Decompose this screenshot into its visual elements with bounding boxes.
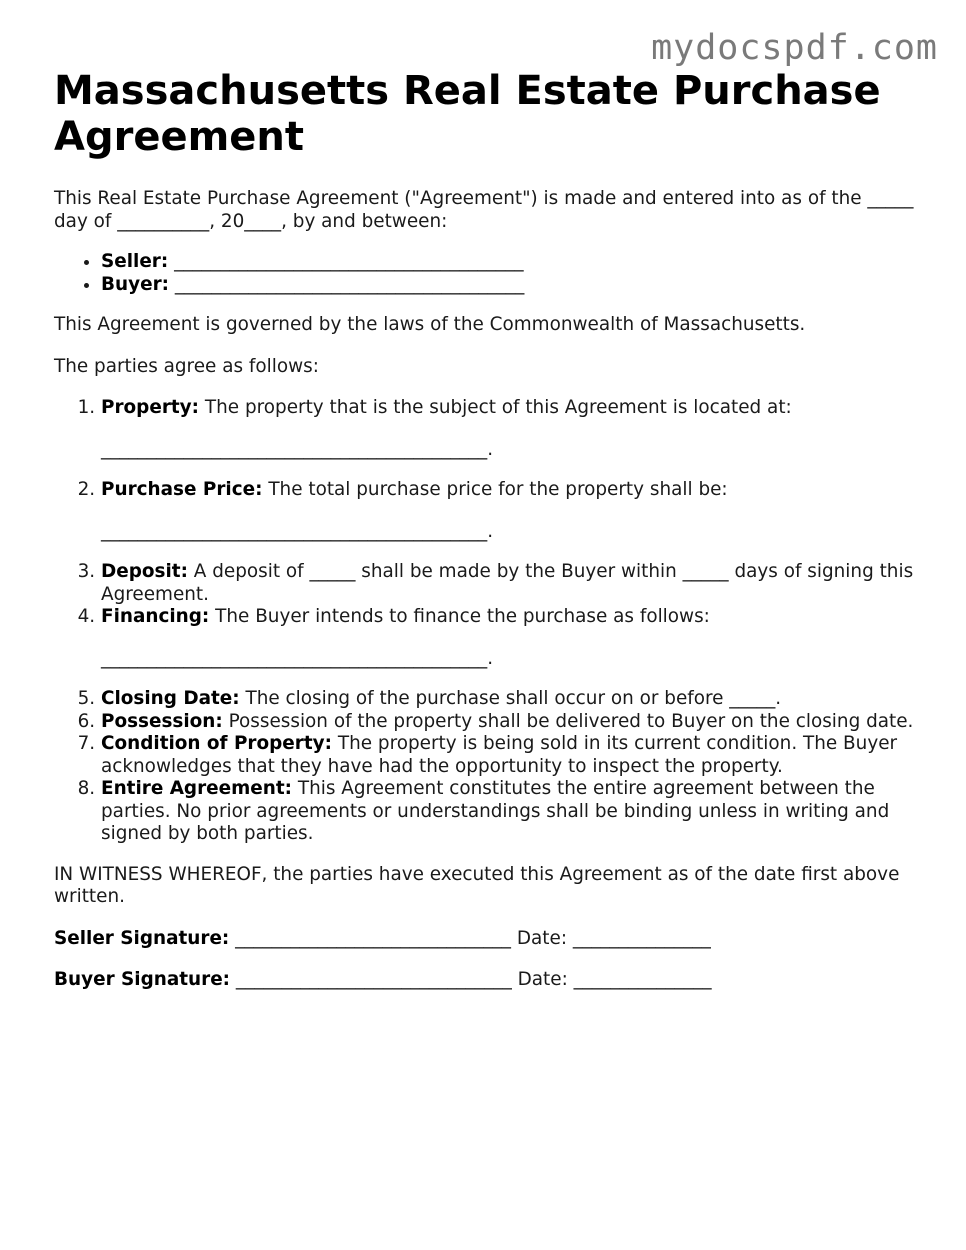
intro-paragraph: This Real Estate Purchase Agreement ("Agreement") is made and entered into as of the _____ day of __________, 20____, by and between: (54, 188, 914, 232)
term-possession (101, 711, 914, 734)
agree-intro: The parties agree as follows: (54, 355, 319, 377)
party-seller (101, 251, 914, 274)
term-entire-agreement (101, 778, 914, 846)
term-text: The Buyer intends to finance the purchase as follows: (215, 606, 710, 627)
term-property (101, 397, 914, 461)
term-text: This Agreement constitutes the entire agreement between the parties. No prior agreements or understandings shall be binding unless in writing and signed by both parties. (101, 778, 890, 844)
terms-list (54, 397, 914, 846)
seller-signature-line (54, 928, 914, 951)
term-label: Property: (101, 397, 200, 418)
document-page (54, 68, 914, 992)
term-purchase-price (101, 479, 914, 543)
signature-label: Seller Signature: (54, 927, 230, 949)
governing-law-paragraph: This Agreement is governed by the laws of the Commonwealth of Massachusetts. (54, 314, 806, 335)
term-text: The total purchase price for the property shall be: (268, 479, 728, 500)
party-buyer (101, 274, 914, 297)
signature-label: Buyer Signature: (54, 969, 231, 990)
term-closing-date (101, 688, 914, 711)
date-label: Date: (517, 969, 568, 990)
term-text: The closing of the purchase shall occur on or before _____. (245, 688, 782, 709)
date-label: Date: (516, 927, 568, 949)
parties-list (54, 251, 914, 296)
term-text: A deposit of _____ shall be made by the Buyer within _____ days of signing this Agreement. (101, 561, 914, 605)
term-label: Financing: (101, 606, 210, 627)
witness-paragraph: IN WITNESS WHEREOF, the parties have executed this Agreement as of the date first above written. (54, 863, 900, 907)
party-label: Seller: (101, 251, 169, 272)
signature-blank: ______________________________ (235, 969, 512, 990)
party-blank: ______________________________________ (174, 251, 524, 272)
term-text: The property is being sold in its current condition. The Buyer acknowledges that they have had the opportunity to inspect the property. (101, 733, 898, 777)
party-blank: ______________________________________ (174, 273, 525, 295)
document-title: Massachusetts Real Estate Purchase Agreement (54, 68, 881, 160)
term-label: Entire Agreement: (101, 778, 292, 799)
term-blank-line: __________________________________________. (101, 647, 494, 669)
term-blank-line: __________________________________________. (101, 520, 494, 542)
term-blank-line: __________________________________________. (101, 438, 494, 460)
watermark: mydocspdf.com (651, 28, 938, 68)
party-label: Buyer: (101, 273, 169, 295)
term-deposit (101, 561, 914, 606)
term-label: Possession: (101, 710, 223, 732)
term-label: Closing Date: (101, 688, 240, 709)
term-financing (101, 606, 914, 670)
term-label: Purchase Price: (101, 479, 263, 500)
term-label: Deposit: (101, 561, 188, 582)
signature-blank: ______________________________ (235, 927, 511, 949)
term-label: Condition of Property: (101, 733, 332, 754)
buyer-signature-line (54, 969, 914, 992)
term-text: The property that is the subject of this Agreement is located at: (204, 397, 792, 418)
date-blank: _______________ (572, 927, 711, 949)
term-condition (101, 733, 914, 778)
term-text: Possession of the property shall be delivered to Buyer on the closing date. (228, 710, 914, 732)
date-blank: _______________ (573, 969, 712, 990)
